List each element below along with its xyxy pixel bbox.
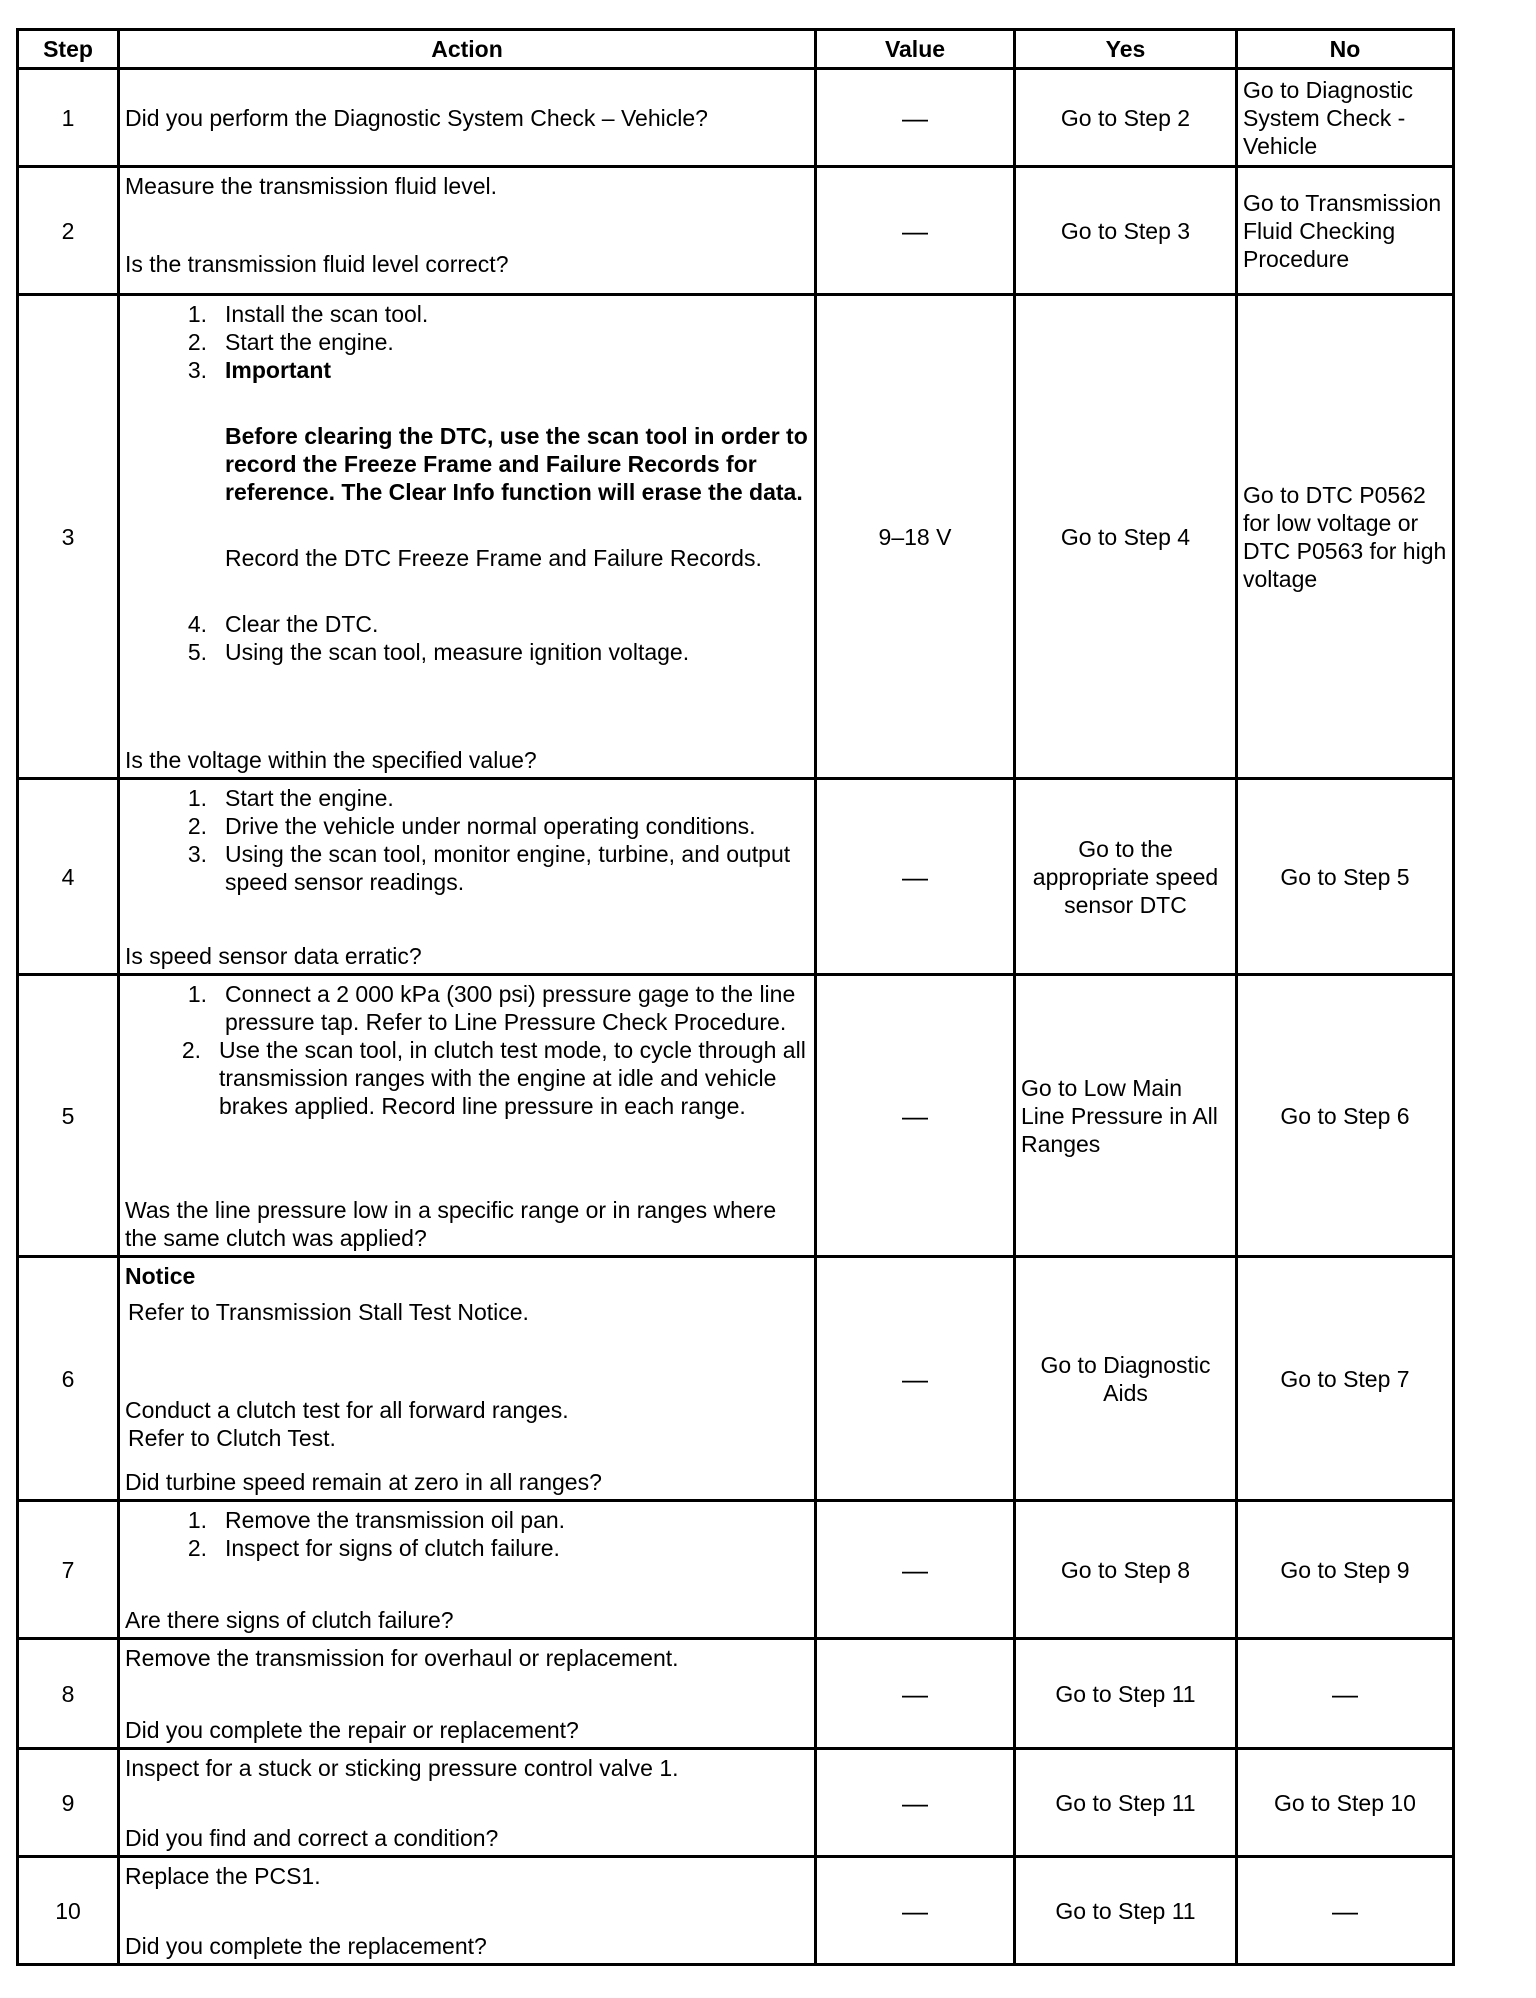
- notice-text: Refer to Transmission Stall Test Notice.: [128, 1298, 529, 1325]
- value-cell: —: [816, 975, 1015, 1257]
- header-no: No: [1237, 30, 1454, 69]
- header-action: Action: [119, 30, 816, 69]
- list-item: 2. Use the scan tool, in clutch test mode, to cycle through all transmission ranges with the engine at idle and vehicle brakes applied. Record line pressure in each range.: [181, 1036, 806, 1119]
- header-row: [18, 30, 1454, 69]
- no-cell: Go to Step 5: [1237, 779, 1454, 975]
- list-item: 1. Connect a 2 000 kPa (300 psi) pressure gage to the line pressure tap. Refer to Line Pressure Check Procedure.: [187, 980, 796, 1035]
- diagnostic-table: [16, 28, 1455, 1966]
- list-item: 1. Start the engine.: [187, 784, 394, 811]
- action-question: Did turbine speed remain at zero in all ranges?: [125, 1468, 602, 1495]
- no-cell: Go to DTC P0562 for low voltage or DTC P0563 for high voltage: [1237, 295, 1454, 779]
- no-cell: Go to Step 7: [1237, 1257, 1454, 1501]
- step-number: 4: [18, 779, 119, 975]
- table-row: [18, 1501, 1454, 1639]
- yes-cell: Go to Diagnostic Aids: [1015, 1257, 1237, 1501]
- action-cell: [119, 1857, 816, 1965]
- list-item: 3. Using the scan tool, monitor engine, turbine, and output speed sensor readings.: [187, 840, 791, 895]
- record-text: Record the DTC Freeze Frame and Failure Records.: [225, 544, 762, 571]
- no-cell: Go to Step 6: [1237, 975, 1454, 1257]
- value-cell: —: [816, 779, 1015, 975]
- action-cell: [119, 1749, 816, 1857]
- action-cell: [119, 1639, 816, 1749]
- step-number: 1: [18, 69, 119, 167]
- list-item: 4. Clear the DTC.: [187, 610, 379, 637]
- action-question: Is speed sensor data erratic?: [125, 942, 422, 969]
- table-row: [18, 1857, 1454, 1965]
- no-cell: —: [1237, 1639, 1454, 1749]
- important-text: Before clearing the DTC, use the scan tool in order to record the Freeze Frame and Failure Records for reference. The Clear Info function will erase the data.: [225, 422, 808, 505]
- yes-cell: Go to Step 8: [1015, 1501, 1237, 1639]
- action-cell: [119, 295, 816, 779]
- header-step: Step: [18, 30, 119, 69]
- step-number: 10: [18, 1857, 119, 1965]
- action-cell: [119, 167, 816, 295]
- action-question: Did you perform the Diagnostic System Check – Vehicle?: [125, 104, 708, 131]
- table-row: [18, 1257, 1454, 1501]
- header-yes: Yes: [1015, 30, 1237, 69]
- table-row: [18, 167, 1454, 295]
- action-cell: [119, 779, 816, 975]
- action-intro: Measure the transmission fluid level.: [125, 172, 497, 199]
- yes-cell: Go to Step 11: [1015, 1639, 1237, 1749]
- table-row: [18, 295, 1454, 779]
- yes-cell: Go to Low Main Line Pressure in All Ranges: [1015, 975, 1237, 1257]
- step-number: 8: [18, 1639, 119, 1749]
- table-row: [18, 1639, 1454, 1749]
- action-line: Conduct a clutch test for all forward ranges.: [125, 1396, 569, 1423]
- list-item: 1. Remove the transmission oil pan.: [187, 1506, 566, 1533]
- list-item: 2. Inspect for signs of clutch failure.: [187, 1534, 560, 1561]
- action-cell: [119, 975, 816, 1257]
- action-question: Are there signs of clutch failure?: [125, 1606, 454, 1633]
- value-cell: —: [816, 1749, 1015, 1857]
- value-cell: —: [816, 1257, 1015, 1501]
- yes-cell: Go to Step 11: [1015, 1749, 1237, 1857]
- no-cell: Go to Step 9: [1237, 1501, 1454, 1639]
- no-cell: —: [1237, 1857, 1454, 1965]
- action-question: Is the transmission fluid level correct?: [125, 250, 509, 277]
- yes-cell: Go to the appropriate speed sensor DTC: [1015, 779, 1237, 975]
- step-number: 3: [18, 295, 119, 779]
- action-intro: Replace the PCS1.: [125, 1862, 321, 1889]
- action-question: Is the voltage within the specified value?: [125, 746, 537, 773]
- action-cell: [119, 69, 816, 167]
- value-cell: 9–18 V: [816, 295, 1015, 779]
- action-steps: [125, 980, 809, 1120]
- action-cell: [119, 1501, 816, 1639]
- no-cell: Go to Step 10: [1237, 1749, 1454, 1857]
- action-question: Did you find and correct a condition?: [125, 1824, 499, 1851]
- action-steps-continued: [125, 610, 809, 666]
- action-steps: [125, 300, 809, 384]
- action-line: Refer to Clutch Test.: [128, 1424, 336, 1451]
- list-item: 1. Install the scan tool.: [187, 300, 429, 327]
- action-question: Did you complete the repair or replacement?: [125, 1716, 579, 1743]
- yes-cell: Go to Step 11: [1015, 1857, 1237, 1965]
- action-steps: [125, 784, 809, 896]
- action-steps: [125, 1506, 809, 1562]
- value-cell: —: [816, 69, 1015, 167]
- yes-cell: Go to Step 4: [1015, 295, 1237, 779]
- yes-cell: Go to Step 2: [1015, 69, 1237, 167]
- no-cell: Go to Transmission Fluid Checking Procedure: [1237, 167, 1454, 295]
- step-number: 2: [18, 167, 119, 295]
- table-row: [18, 975, 1454, 1257]
- value-cell: —: [816, 1857, 1015, 1965]
- step-number: 6: [18, 1257, 119, 1501]
- table-row: [18, 69, 1454, 167]
- step-number: 9: [18, 1749, 119, 1857]
- action-intro: Remove the transmission for overhaul or replacement.: [125, 1644, 679, 1671]
- yes-cell: Go to Step 3: [1015, 167, 1237, 295]
- value-cell: —: [816, 167, 1015, 295]
- list-item: 2. Drive the vehicle under normal operating conditions.: [187, 812, 756, 839]
- action-question: Did you complete the replacement?: [125, 1932, 487, 1959]
- action-cell: [119, 1257, 816, 1501]
- action-intro: Inspect for a stuck or sticking pressure control valve 1.: [125, 1754, 679, 1781]
- value-cell: —: [816, 1501, 1015, 1639]
- step-number: 5: [18, 975, 119, 1257]
- list-item: 3. Important: [187, 356, 332, 383]
- action-question: Was the line pressure low in a specific range or in ranges where the same clutch was applied?: [125, 1196, 777, 1251]
- table-row: [18, 779, 1454, 975]
- value-cell: —: [816, 1639, 1015, 1749]
- step-number: 7: [18, 1501, 119, 1639]
- list-item: 2. Start the engine.: [187, 328, 394, 355]
- header-value: Value: [816, 30, 1015, 69]
- notice-label: Notice: [125, 1262, 196, 1289]
- no-cell: Go to Diagnostic System Check - Vehicle: [1237, 69, 1454, 167]
- table-row: [18, 1749, 1454, 1857]
- list-item: 5. Using the scan tool, measure ignition voltage.: [187, 638, 690, 665]
